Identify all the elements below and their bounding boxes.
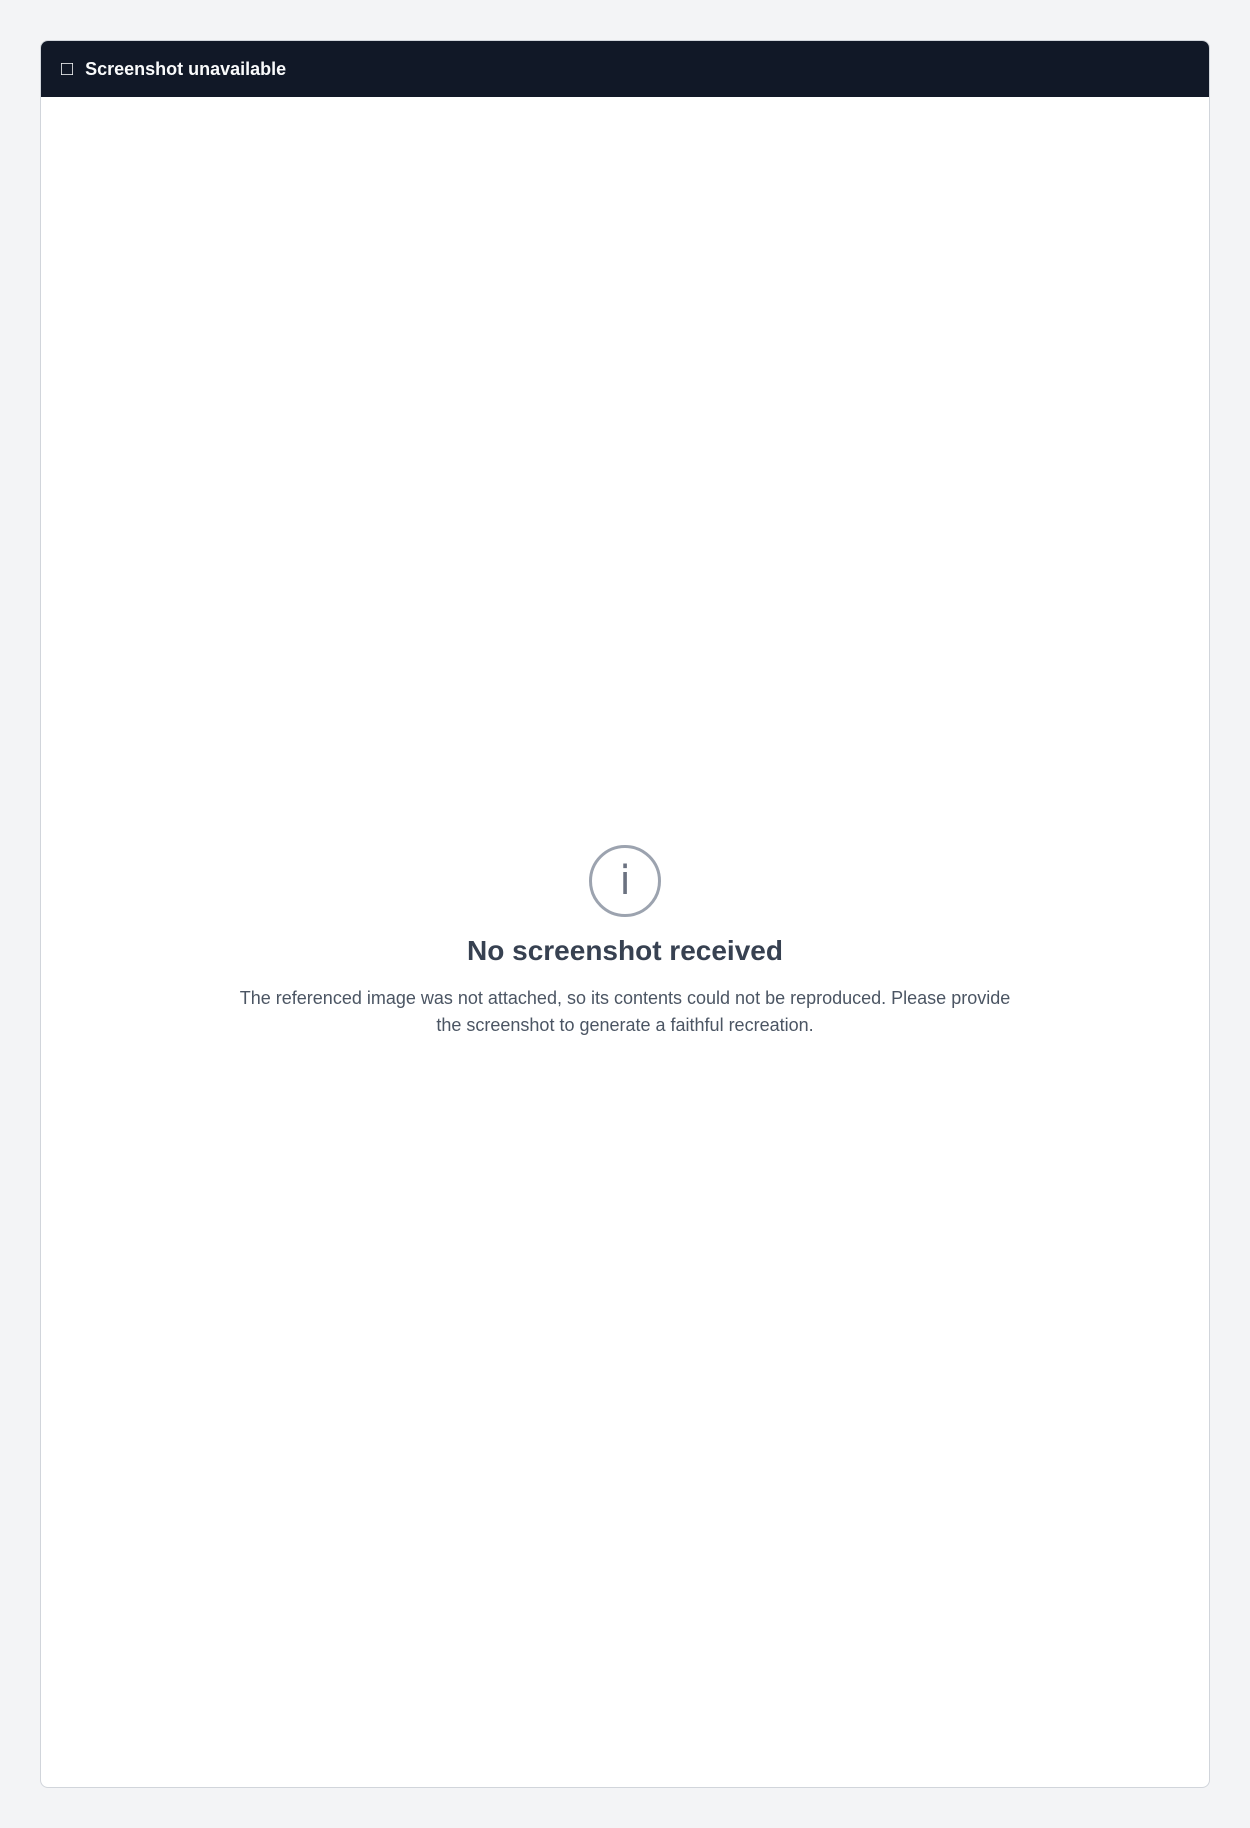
notice-heading: No screenshot received bbox=[467, 935, 783, 966]
app-window bbox=[40, 40, 1210, 1788]
title-bar bbox=[41, 41, 1209, 97]
notice-message: The referenced image was not attached, so its contents could not be reproduced. Please provide the screenshot to generate a faithful recreation. bbox=[239, 988, 1011, 1035]
info-icon: i bbox=[589, 845, 661, 917]
image-icon: □ bbox=[61, 57, 74, 80]
main-content bbox=[41, 97, 1209, 1787]
window-title: Screenshot unavailable bbox=[85, 58, 287, 79]
